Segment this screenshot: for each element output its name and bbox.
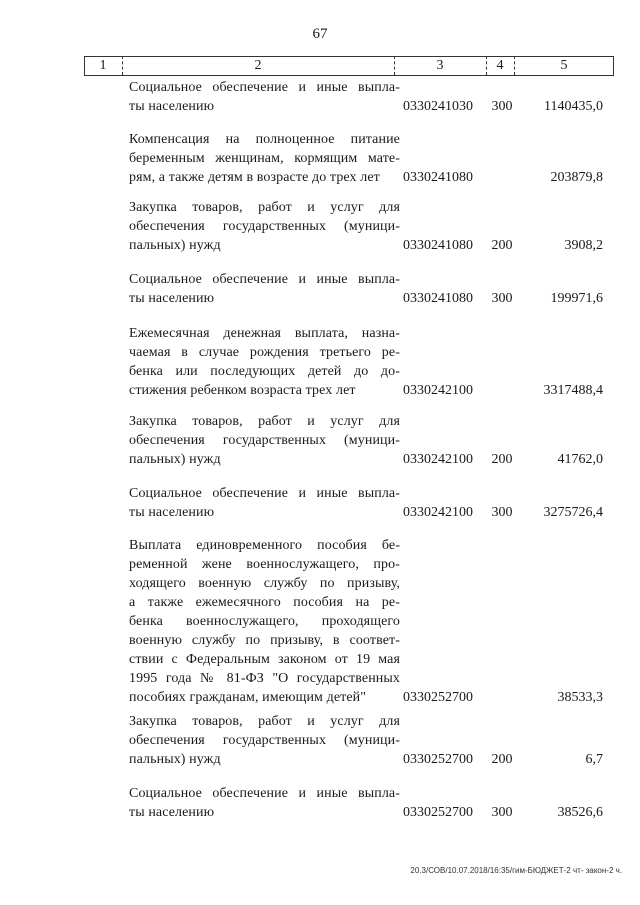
description-line: Закупка товаров, работ и услуг для <box>129 414 400 429</box>
row-code: 0330241080 <box>403 291 473 306</box>
description-line: Закупка товаров, работ и услуг для <box>129 714 400 729</box>
row-description <box>129 324 400 400</box>
header-col-5: 5 <box>560 58 568 73</box>
row-code: 0330241080 <box>403 170 473 185</box>
row-expense-type: 300 <box>491 805 513 820</box>
row-code: 0330242100 <box>403 505 473 520</box>
description-line: чаемая в случае рождения третьего ре- <box>129 345 400 360</box>
row-description <box>129 78 400 116</box>
row-amount: 38533,3 <box>557 690 603 705</box>
description-line: обеспечения государственных (муници- <box>129 733 400 748</box>
table-row <box>0 784 640 822</box>
description-line: 1995 года № 81-ФЗ "О государственных <box>129 671 400 686</box>
description-line: Социальное обеспечение и иные выпла- <box>129 272 400 287</box>
table-row <box>0 324 640 400</box>
description-line: ты населению <box>129 99 215 114</box>
description-line: бенка военнослужащего, проходящего <box>129 614 400 629</box>
row-description <box>129 484 400 522</box>
row-description <box>129 536 400 707</box>
row-amount: 199971,6 <box>550 291 603 306</box>
row-code: 0330242100 <box>403 452 473 467</box>
header-col-4: 4 <box>496 58 504 73</box>
description-line: военную службу по призыву, в соответ- <box>129 633 400 648</box>
row-expense-type: 300 <box>491 505 513 520</box>
row-description <box>129 784 400 822</box>
table-row <box>0 130 640 187</box>
row-amount: 203879,8 <box>550 170 603 185</box>
description-line: Компенсация на полноценное питание <box>129 132 400 147</box>
row-amount: 3317488,4 <box>543 383 603 398</box>
description-line: пальных) нужд <box>129 452 221 467</box>
table-row <box>0 536 640 707</box>
description-line: бенка или последующих детей до до- <box>129 364 400 379</box>
description-line: ходящего военную службу по призыву, <box>129 576 400 591</box>
row-code: 0330252700 <box>403 690 473 705</box>
row-expense-type: 200 <box>491 452 513 467</box>
description-line: пальных) нужд <box>129 752 221 767</box>
description-line: обеспечения государственных (муници- <box>129 433 400 448</box>
description-line: а также ежемесячного пособия на ре- <box>129 595 400 610</box>
table-row <box>0 484 640 522</box>
row-amount: 3908,2 <box>564 238 603 253</box>
row-description <box>129 198 400 255</box>
description-line: Социальное обеспечение и иные выпла- <box>129 80 400 95</box>
header-col-3: 3 <box>436 58 444 73</box>
row-code: 0330241030 <box>403 99 473 114</box>
header-col-1: 1 <box>99 58 107 73</box>
table-header <box>84 56 614 76</box>
header-divider <box>613 56 614 75</box>
row-description <box>129 712 400 769</box>
description-line: ты населению <box>129 291 215 306</box>
description-line: Ежемесячная денежная выплата, назна- <box>129 326 400 341</box>
header-col-2: 2 <box>254 58 262 73</box>
row-expense-type: 200 <box>491 752 513 767</box>
table-row <box>0 412 640 469</box>
description-line: Социальное обеспечение и иные выпла- <box>129 786 400 801</box>
row-amount: 41762,0 <box>557 452 603 467</box>
footer-stamp: 20.3/СОВ/10.07.2018/16:35/гим-БЮДЖЕТ-2 чт- закон-2 ч. <box>410 866 622 875</box>
row-amount: 3275726,4 <box>543 505 603 520</box>
row-expense-type: 300 <box>491 291 513 306</box>
description-line: пособиях гражданам, имеющим детей" <box>129 690 367 705</box>
page-number: 67 <box>312 26 328 42</box>
table-row <box>0 198 640 255</box>
row-expense-type: 300 <box>491 99 513 114</box>
description-line: ты населению <box>129 505 215 520</box>
description-line: ствии с Федеральным законом от 19 мая <box>129 652 400 667</box>
row-description <box>129 412 400 469</box>
row-code: 0330252700 <box>403 805 473 820</box>
description-line: беременным женщинам, кормящим мате- <box>129 151 400 166</box>
table-row <box>0 78 640 116</box>
description-line: пальных) нужд <box>129 238 221 253</box>
table-row <box>0 270 640 308</box>
row-description <box>129 270 400 308</box>
table-row <box>0 712 640 769</box>
row-code: 0330241080 <box>403 238 473 253</box>
description-line: стижения ребенком возраста трех лет <box>129 383 356 398</box>
description-line: Закупка товаров, работ и услуг для <box>129 200 400 215</box>
description-line: ременной жене военнослужащего, про- <box>129 557 400 572</box>
description-line: Социальное обеспечение и иные выпла- <box>129 486 400 501</box>
row-description <box>129 130 400 187</box>
row-amount: 6,7 <box>585 752 603 767</box>
row-amount: 38526,6 <box>557 805 603 820</box>
description-line: обеспечения государственных (муници- <box>129 219 400 234</box>
row-code: 0330242100 <box>403 383 473 398</box>
row-code: 0330252700 <box>403 752 473 767</box>
row-expense-type: 200 <box>491 238 513 253</box>
description-line: ты населению <box>129 805 215 820</box>
description-line: рям, а также детям в возрасте до трех лет <box>129 170 380 185</box>
row-amount: 1140435,0 <box>544 99 603 114</box>
description-line: Выплата единовременного пособия бе- <box>129 538 400 553</box>
